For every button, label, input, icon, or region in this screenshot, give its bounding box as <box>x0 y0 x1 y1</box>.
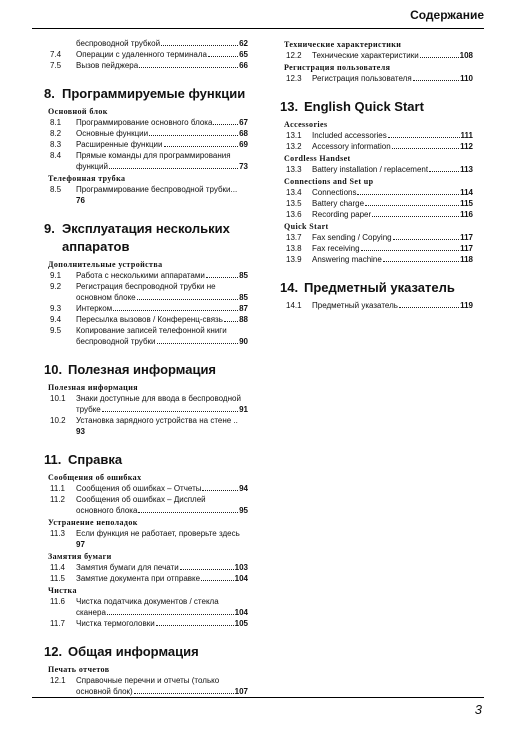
toc-entry-line <box>312 232 473 243</box>
toc-entry-text: Установка зарядного устройства на стене .. <box>76 416 238 425</box>
toc-entry-number: 8.3 <box>50 140 62 149</box>
toc-leader-dots <box>392 141 459 149</box>
toc-entry-text: Battery charge <box>312 199 365 208</box>
toc-section-8 <box>44 85 248 206</box>
section-number: 12. <box>44 644 63 659</box>
toc-entry-page: 87 <box>239 304 248 313</box>
section-title <box>44 85 248 103</box>
toc-section-13 <box>280 98 473 265</box>
toc-entry-line <box>76 139 248 150</box>
toc-entry[interactable] <box>286 254 473 265</box>
toc-entry-line <box>76 573 248 584</box>
toc-entry-body <box>76 49 248 60</box>
toc-entry-page: 69 <box>239 140 248 149</box>
toc-entry-body <box>76 415 248 437</box>
toc-entry-body <box>76 60 248 71</box>
toc-entry-page: 65 <box>239 50 248 59</box>
toc-entry-number: 8.1 <box>50 118 62 127</box>
toc-entry-body <box>76 675 248 697</box>
toc-entry-page: 115 <box>460 199 473 208</box>
subsection-heading: Quick Start <box>284 222 329 231</box>
toc-entry-number: 9.3 <box>50 304 62 313</box>
toc-entry-text: Чистка термоголовки <box>76 619 155 628</box>
toc-entry-text: Основные функции <box>76 129 149 138</box>
toc-entry-body <box>76 303 248 314</box>
toc-entry-body <box>76 139 248 150</box>
toc-entry-page: 110 <box>460 74 473 83</box>
toc-entry-text: Замятия бумаги для печати <box>76 563 179 572</box>
toc-entry[interactable] <box>50 596 248 618</box>
toc-entry-line <box>76 292 248 303</box>
toc-entry-line <box>312 209 473 220</box>
toc-entry-number: 11.2 <box>50 495 65 504</box>
toc-entry-text: сканера <box>76 608 106 617</box>
toc-entry-number: 13.5 <box>286 199 302 208</box>
toc-entry-text: беспроводной трубки <box>76 337 156 346</box>
toc-entry[interactable] <box>50 38 248 49</box>
toc-leader-dots <box>224 314 238 322</box>
toc-entry-number: 8.4 <box>50 151 62 160</box>
toc-entry-text: Прямые команды для программирования <box>76 151 231 160</box>
toc-leader-dots <box>102 404 238 412</box>
section-title-text: Предметный указатель <box>304 280 455 295</box>
toc-section-12 <box>44 643 248 697</box>
footer-rule <box>32 697 484 698</box>
toc-entry-text: трубке <box>76 405 101 414</box>
toc-entry-number: 14.1 <box>286 301 302 310</box>
toc-entry-page: 117 <box>460 233 473 242</box>
toc-entry-line <box>312 198 473 209</box>
toc-entry-line <box>312 254 473 265</box>
toc-entry[interactable] <box>286 130 473 141</box>
section-title <box>280 279 473 297</box>
toc-entry-text: Расширенные функции <box>76 140 163 149</box>
toc-entry-number: 12.2 <box>286 51 302 60</box>
toc-entry-text: Технические характеристики <box>312 51 419 60</box>
toc-entry[interactable] <box>50 139 248 150</box>
toc-leader-dots <box>413 73 459 81</box>
section-title-text: English Quick Start <box>304 99 424 114</box>
subsection-heading: Регистрация пользователя <box>284 63 391 72</box>
toc-entry-page: 107 <box>234 687 248 696</box>
toc-leader-dots <box>365 198 459 206</box>
toc-entry[interactable] <box>50 325 248 347</box>
toc-entry-text: Fax sending / Copying <box>312 233 392 242</box>
toc-entry-number: 11.3 <box>50 529 65 538</box>
toc-entry[interactable] <box>286 141 473 152</box>
toc-section-9 <box>44 220 248 347</box>
toc-entry-line <box>76 303 248 314</box>
toc-entry-page: 95 <box>239 506 248 515</box>
toc-leader-dots <box>213 117 238 125</box>
toc-entry-number: 8.2 <box>50 129 62 138</box>
toc-leader-dots <box>180 562 234 570</box>
toc-entry-page: 103 <box>234 563 248 572</box>
toc-entry[interactable] <box>50 314 248 325</box>
toc-entry-number: 13.6 <box>286 210 302 219</box>
toc-entry[interactable] <box>286 50 473 61</box>
toc-entry-body <box>312 209 473 220</box>
toc-entry-number: 11.6 <box>50 597 65 606</box>
toc-entry-line <box>76 505 248 516</box>
subsection-heading: Accessories <box>284 120 328 129</box>
toc-entry-number: 11.5 <box>50 574 65 583</box>
toc-entry-body <box>312 232 473 243</box>
page-number: 3 <box>474 702 482 717</box>
toc-entry-page: 113 <box>460 165 473 174</box>
toc-entry-body <box>76 184 248 206</box>
toc-entry-text: Сообщения об ошибках – Отчеты <box>76 484 202 493</box>
toc-leader-dots <box>201 573 234 581</box>
toc-entry-line <box>76 117 248 128</box>
toc-entry-page: 114 <box>460 188 473 197</box>
toc-entry-line <box>76 686 248 697</box>
section-title-text: Полезная информация <box>68 362 217 377</box>
toc-leader-dots <box>393 232 459 240</box>
toc-entry-number: 9.2 <box>50 282 62 291</box>
toc-entry-line <box>76 314 248 325</box>
toc-entry-number: 13.2 <box>286 142 302 151</box>
toc-entry-body <box>76 38 248 49</box>
section-title <box>280 98 473 116</box>
toc-entry-line <box>312 141 473 152</box>
toc-entry-number: 13.7 <box>286 233 302 242</box>
toc-entry-text: основном блоке <box>76 293 136 302</box>
subsection-heading: Основной блок <box>48 107 108 116</box>
toc-entry-page: 85 <box>239 271 248 280</box>
toc-continued-entries <box>44 38 248 71</box>
toc-entry-line <box>76 618 248 629</box>
toc-entry-page: 85 <box>239 293 248 302</box>
toc-entry[interactable] <box>50 483 248 494</box>
toc-leader-dots <box>429 164 459 172</box>
toc-entry[interactable] <box>50 150 248 172</box>
toc-entry-body <box>312 243 473 254</box>
toc-entry[interactable] <box>286 73 473 84</box>
toc-entry-body <box>312 198 473 209</box>
toc-entry-line <box>76 38 248 49</box>
subsection-heading: Печать отчетов <box>48 665 110 674</box>
toc-leader-dots <box>164 139 239 147</box>
toc-entry-text: Пересылка вызовов / Конференц-связь <box>76 315 223 324</box>
toc-entry-line <box>312 164 473 175</box>
subsection-heading: Устранение неполадок <box>48 518 138 527</box>
toc-entry-page: 67 <box>239 118 248 127</box>
toc-entry[interactable] <box>50 184 248 206</box>
toc-entry[interactable] <box>286 232 473 243</box>
subsection-heading: Cordless Handset <box>284 154 351 163</box>
section-title-text: Справка <box>68 452 123 467</box>
toc-entry-body <box>312 164 473 175</box>
toc-leader-dots <box>109 161 238 169</box>
toc-entry-body <box>312 187 473 198</box>
toc-entry-text: Fax receiving <box>312 244 360 253</box>
toc-entry-page: 116 <box>460 210 473 219</box>
toc-entry-page: 105 <box>234 619 248 628</box>
toc-entry-number: 9.4 <box>50 315 62 324</box>
toc-section-10 <box>44 361 248 437</box>
toc-entry[interactable] <box>50 528 248 550</box>
toc-entry-line <box>312 50 473 61</box>
toc-entry-body <box>312 141 473 152</box>
toc-leader-dots <box>208 49 238 57</box>
toc-entry-body <box>76 314 248 325</box>
toc-leader-dots <box>420 50 459 58</box>
toc-entry-page: 68 <box>239 129 248 138</box>
subsection-heading: Полезная информация <box>48 383 138 392</box>
toc-entry-text: Интерком <box>76 304 113 313</box>
toc-section-12-cont <box>280 39 473 84</box>
toc-left-column <box>44 38 248 697</box>
toc-entry-body <box>76 150 248 172</box>
toc-entry-text: Программирование основного блока <box>76 118 213 127</box>
toc-entry-body <box>76 281 248 303</box>
toc-entry[interactable] <box>50 618 248 629</box>
page-header <box>32 0 484 29</box>
toc-entry-body <box>76 483 248 494</box>
toc-entry-page: 97 <box>76 540 85 549</box>
toc-leader-dots <box>107 607 234 615</box>
toc-entry-body <box>76 528 248 550</box>
toc-leader-dots <box>113 303 238 311</box>
section-number: 10. <box>44 362 63 377</box>
toc-entry-text: Справочные перечни и отчеты (только <box>76 676 220 685</box>
toc-entry[interactable] <box>50 49 248 60</box>
toc-entry[interactable] <box>50 562 248 573</box>
toc-entry[interactable] <box>50 270 248 281</box>
toc-entry-text: основной блок) <box>76 687 133 696</box>
toc-leader-dots <box>156 618 234 626</box>
section-title-text: Эксплуатация нескольких аппаратов <box>62 221 230 254</box>
toc-leader-dots <box>138 505 238 513</box>
toc-entry-text: Battery installation / replacement <box>312 165 429 174</box>
toc-entry-body <box>76 325 248 347</box>
toc-entry-page: 93 <box>76 427 85 436</box>
toc-entry-number: 7.4 <box>50 50 62 59</box>
toc-entry-text: основного блока <box>76 506 138 515</box>
subsection-heading: Сообщения об ошибках <box>48 473 142 482</box>
toc-entry-text: Работа с несколькими аппаратами <box>76 271 205 280</box>
toc-section-11 <box>44 451 248 629</box>
toc-entry-number: 13.1 <box>286 131 302 140</box>
toc-leader-dots <box>357 187 459 195</box>
subsection-heading: Телефонная трубка <box>48 174 126 183</box>
subsection-heading: Дополнительные устройства <box>48 260 163 269</box>
toc-entry-line <box>76 404 248 415</box>
toc-entry-text: Вызов пейджера <box>76 61 139 70</box>
toc-entry-number: 12.1 <box>50 676 66 685</box>
toc-entry-line <box>76 49 248 60</box>
toc-entry-text: Recording paper <box>312 210 372 219</box>
toc-entry[interactable] <box>50 60 248 71</box>
toc-entry-text: Предметный указатель <box>312 301 398 310</box>
toc-entry-line <box>76 128 248 139</box>
toc-entry-line <box>312 300 473 311</box>
toc-entry-text: Если функция не работает, проверьте здесь <box>76 529 240 538</box>
toc-entry-body <box>76 393 248 415</box>
section-title <box>44 361 248 379</box>
toc-entry-number <box>50 38 76 49</box>
toc-entry-page: 91 <box>239 405 248 414</box>
toc-entry-body <box>312 130 473 141</box>
toc-entry-text: Регистрация пользователя <box>312 74 412 83</box>
section-title <box>44 643 248 661</box>
toc-entry-page: 118 <box>460 255 473 264</box>
toc-leader-dots <box>134 686 234 694</box>
toc-leader-dots <box>139 60 238 68</box>
toc-entry-text: Included accessories <box>312 131 387 140</box>
toc-leader-dots <box>202 483 238 491</box>
toc-entry-number: 13.4 <box>286 188 302 197</box>
toc-entry-page: 94 <box>239 484 248 493</box>
toc-leader-dots <box>388 130 460 138</box>
section-title <box>44 220 248 256</box>
toc-entry-page: 111 <box>460 131 473 140</box>
toc-entry-number: 11.1 <box>50 484 65 493</box>
toc-entry-body <box>312 300 473 311</box>
toc-entry-page: 90 <box>239 337 248 346</box>
toc-entry-text: Программирование беспроводной трубки... <box>76 185 238 194</box>
toc-entry[interactable] <box>286 198 473 209</box>
toc-entry[interactable] <box>50 117 248 128</box>
subsection-heading: Чистка <box>48 586 77 595</box>
toc-entry-body <box>76 573 248 584</box>
toc-entry-page: 73 <box>239 162 248 171</box>
toc-entry-number: 8.5 <box>50 185 62 194</box>
toc-entry[interactable] <box>286 187 473 198</box>
header-title: Содержание <box>410 8 484 22</box>
toc-entry-page: 104 <box>234 608 248 617</box>
toc-entry-page: 112 <box>460 142 473 151</box>
toc-leader-dots <box>206 270 238 278</box>
toc-entry-text: Чистка податчика документов / стекла <box>76 597 219 606</box>
toc-entry-body <box>76 270 248 281</box>
section-title-text: Программируемые функции <box>62 86 246 101</box>
toc-entry-line <box>76 562 248 573</box>
toc-entry-line <box>76 607 248 618</box>
subsection-heading: Замятия бумаги <box>48 552 112 561</box>
toc-entry-line <box>312 130 473 141</box>
section-number: 9. <box>44 221 55 236</box>
toc-entry-page: 66 <box>239 61 248 70</box>
toc-entry-page: 108 <box>459 51 473 60</box>
toc-entry-number: 13.3 <box>286 165 302 174</box>
toc-entry-number: 9.1 <box>50 271 62 280</box>
toc-entry-text: Копирование записей телефонной книги <box>76 326 227 335</box>
toc-entry-number: 11.7 <box>50 619 65 628</box>
toc-entry-number: 9.5 <box>50 326 62 335</box>
toc-entry-number: 13.9 <box>286 255 302 264</box>
toc-entry[interactable] <box>50 415 248 437</box>
toc-entry[interactable] <box>50 393 248 415</box>
toc-entry-body <box>312 254 473 265</box>
toc-entry-page: 88 <box>239 315 248 324</box>
section-title-text: Общая информация <box>68 644 199 659</box>
toc-entry-text: Answering machine <box>312 255 382 264</box>
toc-entry-text: Знаки доступные для ввода в беспроводной <box>76 394 241 403</box>
toc-entry-line <box>312 187 473 198</box>
toc-entry-body <box>76 494 248 516</box>
section-number: 11. <box>44 452 62 467</box>
toc-entry-number: 10.2 <box>50 416 66 425</box>
toc-entry[interactable] <box>50 494 248 516</box>
toc-leader-dots <box>149 128 238 136</box>
toc-entry-number: 13.8 <box>286 244 302 253</box>
toc-entry-body <box>76 618 248 629</box>
toc-entry-number: 11.4 <box>50 563 65 572</box>
toc-entry-number: 7.5 <box>50 61 62 70</box>
toc-entry-line <box>76 270 248 281</box>
section-title <box>44 451 248 469</box>
toc-entry[interactable] <box>286 243 473 254</box>
toc-entry-line <box>76 60 248 71</box>
toc-entry-body <box>76 128 248 139</box>
toc-entry-body <box>76 562 248 573</box>
toc-entry[interactable] <box>50 281 248 303</box>
section-number: 8. <box>44 86 55 101</box>
toc-entry-text: беспроводной трубкой <box>76 39 161 48</box>
toc-leader-dots <box>399 300 459 308</box>
toc-entry-body <box>76 117 248 128</box>
toc-entry[interactable] <box>286 164 473 175</box>
toc-entry[interactable] <box>286 300 473 311</box>
toc-right-column <box>280 38 473 311</box>
toc-entry-line <box>76 483 248 494</box>
section-number: 13. <box>280 99 299 114</box>
toc-leader-dots <box>137 292 238 300</box>
toc-leader-dots <box>161 38 238 46</box>
toc-entry[interactable] <box>50 128 248 139</box>
toc-entry-text: Accessory information <box>312 142 391 151</box>
toc-entry-text: функций <box>76 162 108 171</box>
toc-entry-number: 12.3 <box>286 74 302 83</box>
toc-entry[interactable] <box>50 675 248 697</box>
toc-entry-text: Регистрация беспроводной трубки не <box>76 282 216 291</box>
toc-entry-page: 104 <box>234 574 248 583</box>
toc-entry-body <box>312 50 473 61</box>
toc-entry[interactable] <box>50 303 248 314</box>
toc-entry-page: 119 <box>460 301 473 310</box>
toc-entry-body <box>312 73 473 84</box>
toc-entry-line <box>76 161 248 172</box>
toc-entry-page: 62 <box>239 39 248 48</box>
toc-section-14 <box>280 279 473 311</box>
toc-entry-body <box>76 596 248 618</box>
toc-entry-line <box>76 336 248 347</box>
toc-entry-number: 10.1 <box>50 394 66 403</box>
subsection-heading: Connections and Set up <box>284 177 374 186</box>
toc-entry-text: Операции с удаленного терминала <box>76 50 207 59</box>
toc-leader-dots <box>157 336 239 344</box>
subsection-heading: Технические характеристики <box>284 40 402 49</box>
toc-entry-line <box>312 73 473 84</box>
toc-leader-dots <box>383 254 459 262</box>
toc-entry-text: Замятие документа при отправке <box>76 574 201 583</box>
section-number: 14. <box>280 280 299 295</box>
toc-entry-line <box>312 243 473 254</box>
toc-entry[interactable] <box>286 209 473 220</box>
toc-leader-dots <box>372 209 459 217</box>
toc-entry-text: Сообщения об ошибках – Дисплей <box>76 495 206 504</box>
toc-entry-page: 117 <box>460 244 473 253</box>
toc-leader-dots <box>361 243 460 251</box>
toc-entry[interactable] <box>50 573 248 584</box>
toc-entry-text: Connections <box>312 188 357 197</box>
toc-entry-page: 76 <box>76 196 85 205</box>
